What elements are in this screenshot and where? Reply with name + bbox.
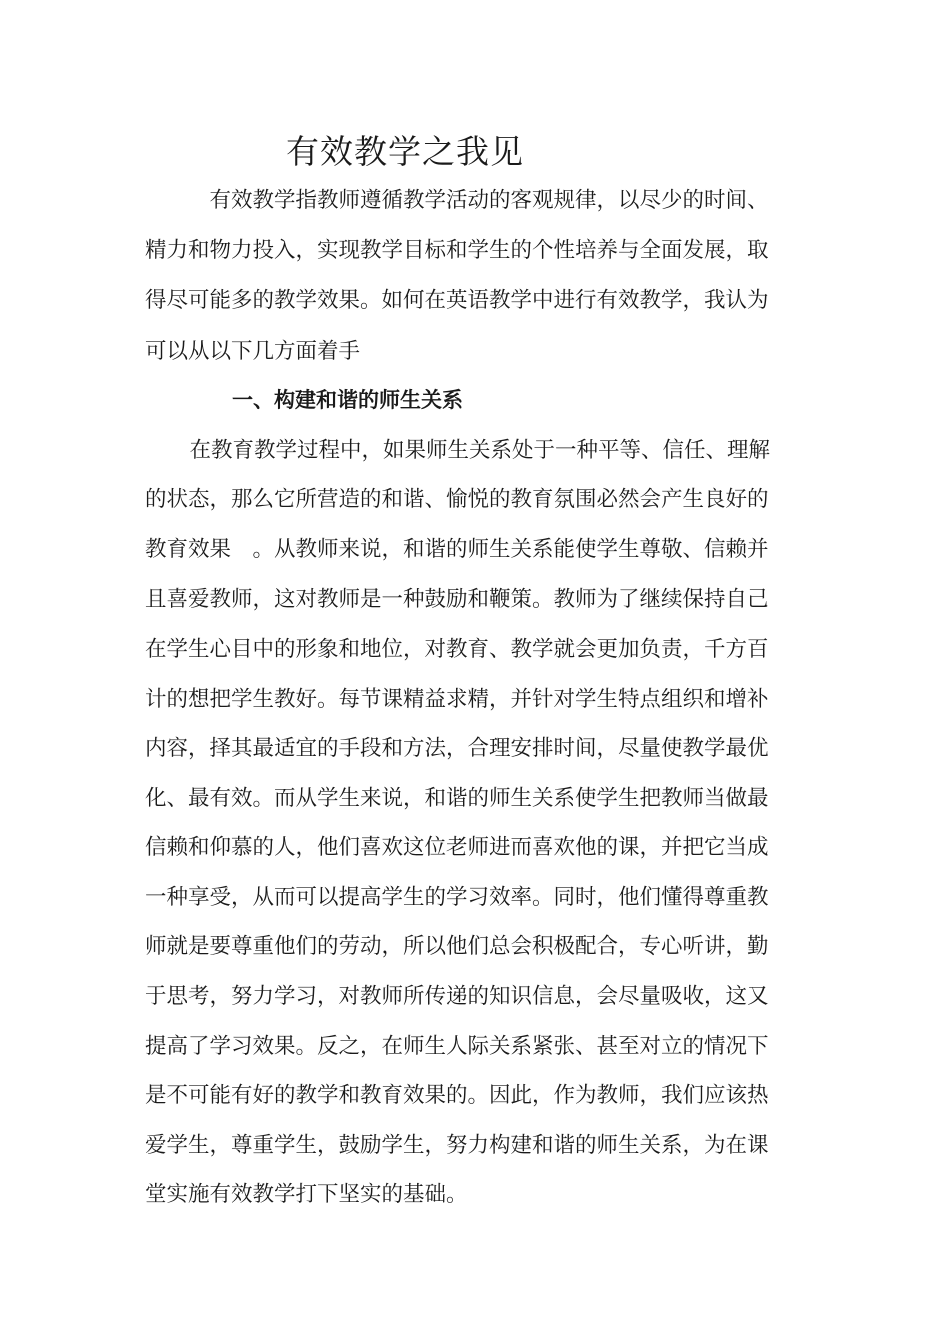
- body-line: 内容，择其最适宜的手段和方法，合理安排时间，尽量使教学最优: [145, 736, 769, 761]
- intro-line: 可以从以下几方面着手: [145, 339, 361, 364]
- intro-line: 精力和物力投入，实现教学目标和学生的个性培养与全面发展，取: [145, 238, 769, 263]
- section-heading: 一、构建和谐的师生关系: [232, 388, 463, 412]
- intro-line: 得尽可能多的教学效果。如何在英语教学中进行有效教学，我认为: [145, 288, 769, 313]
- body-line: 于思考，努力学习，对教师所传递的知识信息，会尽量吸收，这又: [145, 984, 769, 1009]
- body-line: 在学生心目中的形象和地位，对教育、教学就会更加负责，千方百: [145, 637, 769, 662]
- body-line: 计的想把学生教好。每节课精益求精，并针对学生特点组织和增补: [145, 687, 769, 712]
- body-line: 的状态，那么它所营造的和谐、愉悦的教育氛围必然会产生良好的: [145, 487, 769, 512]
- body-line: 一种享受，从而可以提高学生的学习效率。同时，他们懂得尊重教: [145, 885, 769, 910]
- body-line: 爱学生，尊重学生，鼓励学生，努力构建和谐的师生关系，为在课: [145, 1133, 769, 1158]
- body-line: 在教育教学过程中，如果师生关系处于一种平等、信任、理解: [168, 438, 771, 463]
- body-line: 化、最有效。而从学生来说，和谐的师生关系使学生把教师当做最: [145, 786, 769, 811]
- document-title: 有效教学之我见: [286, 132, 524, 171]
- intro-line: 有效教学指教师遵循教学活动的客观规律，以尽少的时间、: [188, 188, 769, 213]
- body-line: 提高了学习效果。反之，在师生人际关系紧张、甚至对立的情况下: [145, 1034, 769, 1059]
- body-line: 教育效果 。从教师来说，和谐的师生关系能使学生尊敬、信赖并: [145, 537, 769, 562]
- body-line: 是不可能有好的教学和教育效果的。因此，作为教师，我们应该热: [145, 1083, 769, 1108]
- body-line: 且喜爱教师，这对教师是一种鼓励和鞭策。教师为了继续保持自己: [145, 587, 769, 612]
- body-line: 堂实施有效教学打下坚实的基础。: [145, 1182, 468, 1207]
- body-line: 信赖和仰慕的人，他们喜欢这位老师进而喜欢他的课，并把它当成: [145, 835, 769, 860]
- body-line: 师就是要尊重他们的劳动，所以他们总会积极配合，专心听讲，勤: [145, 934, 769, 959]
